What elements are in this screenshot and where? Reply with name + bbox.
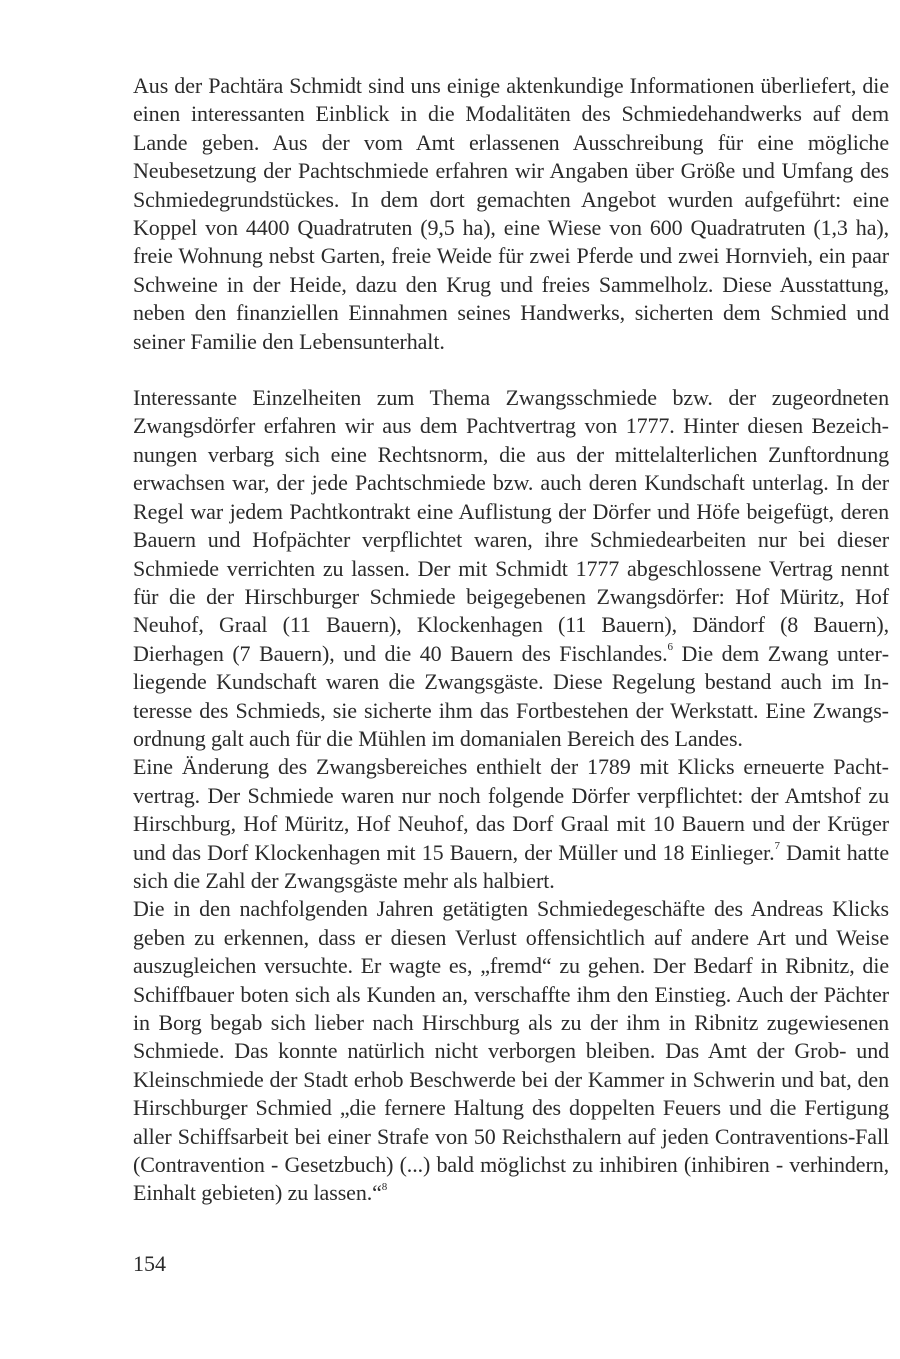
page-body <box>133 72 889 1208</box>
paragraph-text: Interessante Einzelheiten zum Thema Zwangsschmiede bzw. der zugeordneten Zwangsdörfer erfahren wir aus dem Pachtvertrag von 1777. Hinter diesen Bezeichnungen verbarg sich eine Rechtsnorm, die aus der mittelalterlichen Zunftordnung erwachsen war, der jede Pachtschmiede bzw. auch deren Kundschaft unterlag. In der Regel war jedem Pachtkontrakt eine Auflistung der Dörfer und Höfe beigefügt, deren Bauern und Hofpächter verpflichtet waren, ihre Schmiedearbeiten nur bei dieser Schmiede verrichten zu lassen. Der mit Schmidt 1777 abgeschlossene Vertrag nennt für die der Hirschburger Schmiede beigegebenen Zwangsdörfer: Hof Müritz, Hof Neuhof, Graal (11 Bauern), Klockenhagen (11 Bauern), Dändorf (8 Bauern), Dierhagen (7 Bauern), und die 40 Bauern des Fischlandes. <box>133 385 889 666</box>
paragraph-text-continued: Damit hatte sich die Zahl der Zwangsgäste mehr als halbiert. <box>133 839 889 893</box>
page-number: 154 <box>133 1251 166 1276</box>
paragraph-zwangsbereich-aenderung <box>133 753 889 895</box>
paragraph-text-continued: Die dem Zwang unterliegende Kundschaft waren die Zwangsgäste. Diese Regelung bestand auch im Interesse des Schmieds, sie sicherte ihm das Fortbestehen der Werkstatt. Eine Zwangsordnung galt auch für die Mühlen im domanialen Bereich des Landes. <box>133 640 890 751</box>
paragraph-schmiedegeschaefte-klicks <box>133 895 889 1207</box>
paragraph-text: Aus der Pachtära Schmidt sind uns einige aktenkundige Informationen überliefert, die einen interessanten Einblick in die Modalitäten des Schmiedehandwerks auf dem Lande geben. Aus der vom Amt erlassenen Ausschreibung für eine mögliche Neubesetzung der Pachtschmiede erfahren wir Angaben über Größe und Umfang des Schmiedegrundstückes. In dem dort gemachten Angebot wurden aufgeführt: eine Koppel von 4400 Quadratruten (9,5 ha), eine Wiese von 600 Quadratruten (1,3 ha), freie Wohnung nebst Garten, freie Weide für zwei Pferde und zwei Hornvieh, ein paar Schweine in der Heide, dazu den Krug und freies Sammelholz. Diese Ausstattung, neben den finanziellen Einnahmen seines Handwerks, sicherten dem Schmied und seiner Familie den Lebensunterhalt. <box>133 73 889 354</box>
paragraph-text: Die in den nachfolgenden Jahren getätigten Schmiedegeschäfte des Andreas Klicks geben zu erkennen, dass er diesen Verlust offensichtlich auf andere Art und Weise auszugleichen versuchte. Er wagte es, „fremd“ zu gehen. Der Bedarf in Ribnitz, die Schiffbauer boten sich als Kunden an, verschaffte ihm den Einstieg. Auch der Pächter in Borg begab sich lieber nach Hirschburg als zu der ihm in Ribnitz zugewiesenen Schmiede. Das konnte natürlich nicht verborgen bleiben. Das Amt der Grob- und Kleinschmiede der Stadt erhob Beschwerde bei der Kammer in Schwerin und bat, den Hirschburger Schmied „die fernere Haltung des doppelten Feuers und die Fertigung aller Schiffsarbeit bei einer Strafe von 50 Reichsthalern auf jeden Contraventions-Fall (Contravention - Gesetzbuch) (...) bald möglichst zu inhibiren (inhibiren - verhindern, Einhalt gebieten) zu lassen.“ <box>133 896 889 1206</box>
footnote-marker[interactable]: 6 <box>667 641 673 654</box>
paragraph-zwangsschmiede <box>133 384 889 753</box>
footnote-marker[interactable]: 8 <box>381 1181 388 1194</box>
footnote-marker[interactable]: 7 <box>774 840 780 853</box>
paragraph-pachtaera-schmidt <box>133 72 889 356</box>
paragraph-text: Eine Änderung des Zwangsbereiches enthielt der 1789 mit Klicks erneuerte Pachtvertrag. Der Schmiede waren nur noch folgende Dörfer verpflichtet: der Amtshof zu Hirschburg, Hof Müritz, Hof Neuhof, das Dorf Graal mit 10 Bauern und der Krüger und das Dorf Klockenhagen mit 15 Bauern, der Müller und 18 Einlieger. <box>133 754 889 865</box>
